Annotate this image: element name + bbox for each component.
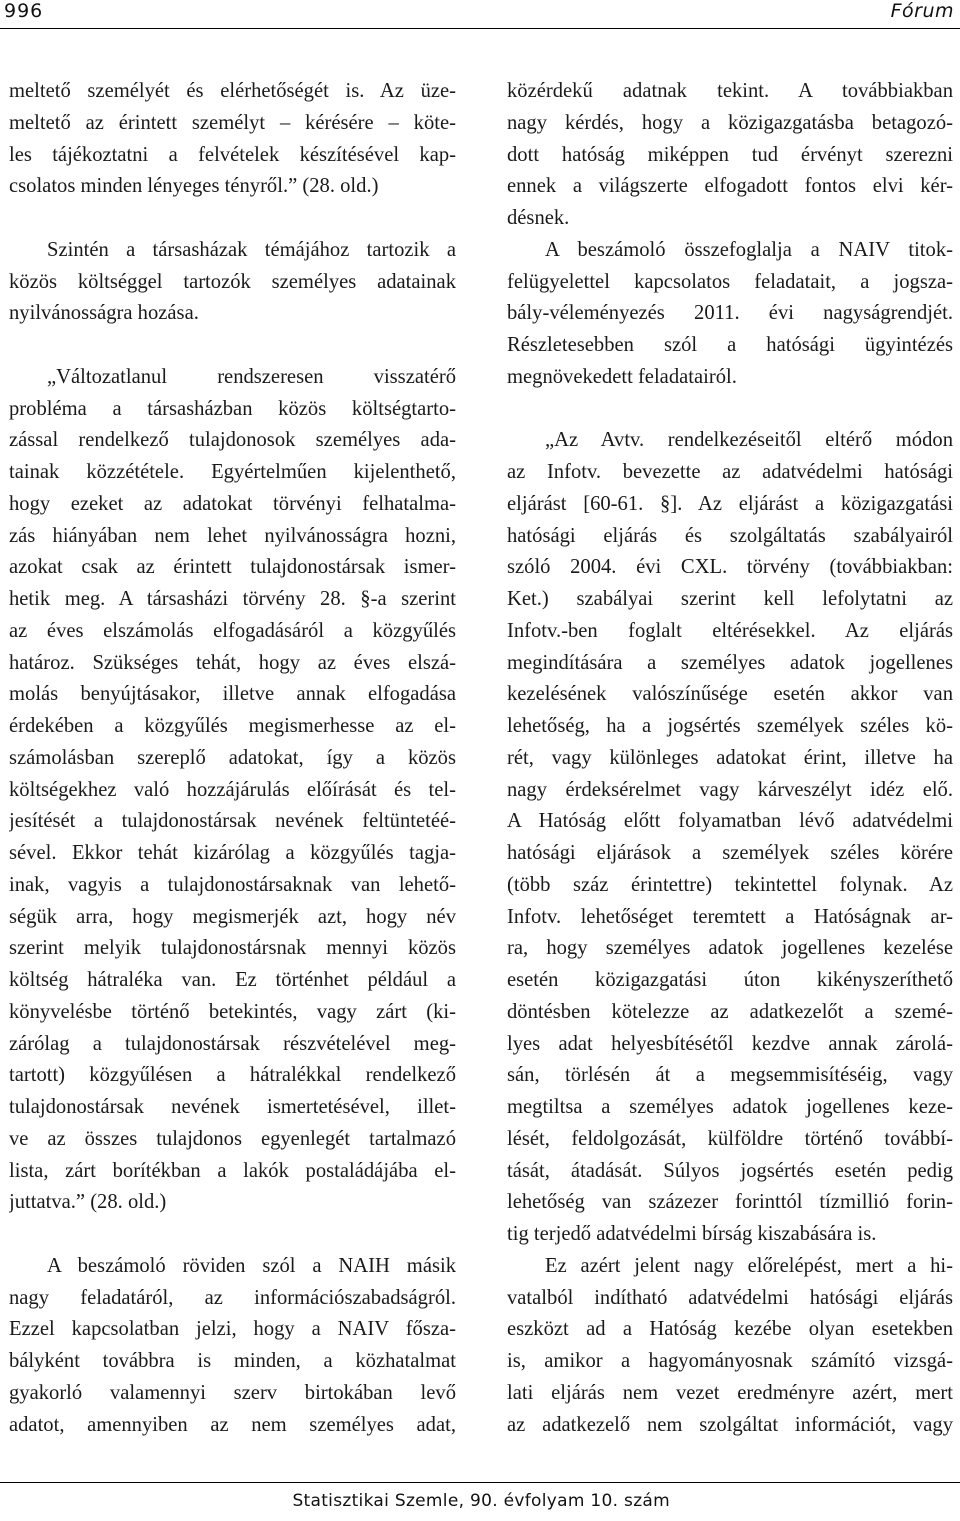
text-line: bályként továbbra is minden, a közhatalmat (9, 1350, 456, 1372)
text-line: ennek a világszerte elfogadott fontos elvi kér- (507, 175, 953, 198)
text-line: közös költséggel tartozók személyes adatainak (9, 270, 456, 293)
journal-footer: Statisztikai Szemle, 90. évfolyam 10. szám (292, 1491, 670, 1511)
text-line: számolásban szereplő adatokat, így a közös (9, 746, 456, 769)
text-line: A Hatóság előtt folyamatban lévő adatvédelmi (507, 810, 953, 833)
text-line: könyvelésbe történő betekintés, vagy zárt (ki- (9, 1000, 456, 1023)
text-line: rét, vagy különleges adatokat érint, illetve ha (507, 746, 953, 769)
text-line: dott hatóság miképpen tud érvényt szerezni (507, 143, 953, 166)
text-line: tig terjedő adatvédelmi bírság kiszabására is. (507, 1223, 877, 1245)
paragraph (507, 1251, 953, 1442)
text-line: szóló 2004. évi CXL. törvény (továbbiakban: (507, 556, 953, 579)
text-line: inak, vagyis a tulajdonostársaknak van lehető- (9, 873, 456, 896)
text-line: lyes adat helyesbítésétől kezdve annak zárolá- (507, 1032, 953, 1055)
text-line: kezelésének valószínűsége esetén akkor van (507, 683, 953, 706)
text-line: hetik meg. A társasházi törvény 28. §-a szerint (9, 588, 456, 610)
text-line: hogy ezeket az adatokat törvényi felhatalma- (9, 492, 456, 515)
left-column (9, 76, 456, 1441)
text-line: tartott) közgyűlésen a hátralékkal rendelkező (9, 1064, 456, 1087)
page-number: 996 (4, 0, 44, 22)
text-line: probléma a társasházban közös költségtarto- (9, 397, 456, 420)
text-line: tulajdonostársak nevének ismertetésével, illet- (9, 1096, 456, 1118)
text-line: jesítését a tulajdonostársak nevének feltüntetéé- (9, 810, 456, 833)
text-line: az Infotv. bevezette az adatvédelmi hatósági (507, 461, 953, 483)
text-line: „Az Avtv. rendelkezéseitől eltérő módon (545, 429, 953, 452)
text-line: érdekében a közgyűlés megismerhesse az el- (9, 715, 456, 737)
paragraph (9, 1251, 456, 1442)
text-line: Részletesebben szól a hatósági ügyintézés (507, 334, 953, 356)
text-line: (több száz érintettre) tekintettel folynak. Az (507, 873, 953, 896)
text-line: felügyelettel kapcsolatos feladatait, a jogsza- (507, 270, 953, 293)
paragraph (9, 235, 456, 330)
text-line: lését, feldolgozását, külföldre történő továbbí- (507, 1127, 953, 1150)
text-line: „Változatlanul rendszeresen visszatérő (47, 365, 456, 388)
text-line: közérdekű adatnak tekint. A továbbiakban (507, 80, 953, 102)
text-line: tását, átadását. Súlyos jogsértés esetén pedig (507, 1159, 953, 1182)
text-line: csolatos minden lényeges tényről.” (28. old.) (9, 175, 379, 198)
text-line: lehetőség van százezer forinttól tízmillió forin- (507, 1191, 953, 1214)
text-line: lista, zárt borítékban a lakók postaládájába el- (9, 1159, 456, 1182)
paragraph (507, 76, 953, 235)
text-line: költségekhez való hozzájárulás előírását és tel- (9, 778, 456, 801)
text-line: sével. Ekkor tehát kizárólag a közgyűlés tagja- (9, 842, 456, 864)
text-line: sán, törlésén át a megsemmisítéséig, vagy (507, 1064, 953, 1087)
text-line: megindítására a személyes adatok jogellenes (507, 651, 953, 674)
quote-paragraph (507, 425, 953, 1251)
text-line: zás hiányában nem lehet nyilvánosságra hozni, (9, 524, 456, 547)
text-line: megtiltsa a személyes adatok jogellenes keze- (507, 1096, 953, 1118)
text-line: juttatva.” (28. old.) (9, 1191, 167, 1214)
text-line: Szintén a társasházak témájához tartozik a (47, 238, 456, 261)
text-line: hatósági eljárás és szolgáltatás szabályairól (507, 524, 953, 547)
right-column (507, 76, 953, 1441)
text-line: ra, hogy személyes adatok jogellenes kezelése (507, 937, 953, 960)
quote-paragraph (9, 362, 456, 1219)
text-line: hatósági eljárások a személyek széles körére (507, 842, 953, 864)
text-line: az éves elszámolás elfogadásáról a közgyűlés (9, 619, 456, 642)
text-line: nagy érdeksérelmet vagy kárveszélyt idéz elő. (507, 778, 953, 801)
text-line: A beszámoló összefoglalja a NAIV titok- (545, 238, 953, 261)
paragraph (9, 76, 456, 203)
paragraph (507, 235, 953, 394)
text-line: esetén közigazgatási úton kikényszeríthető (507, 969, 953, 991)
text-line: Ez azért jelent nagy előrelépést, mert a hi- (545, 1254, 953, 1277)
text-line: nagy feladatáról, az információszabadságról. (9, 1286, 456, 1309)
text-line: A beszámoló röviden szól a NAIH másik (47, 1254, 456, 1277)
text-line: Infotv. lehetőséget teremtett a Hatóságnak ar- (507, 905, 953, 928)
text-line: lati eljárás nem vezet eredményre azért, mert (507, 1381, 953, 1404)
text-line: gyakorló valamennyi szerv birtokában levő (9, 1381, 456, 1404)
text-line: Ket.) szabályai szerint kell lefolytatni az (507, 588, 953, 610)
text-line: meltető személyét és elérhetőségét is. Az üze- (9, 80, 456, 102)
footer-rule (0, 1482, 960, 1483)
text-line: lehetőség, ha a jogsértés személyek széles kö- (507, 715, 953, 737)
text-line: azokat csak az érintett tulajdonostársak ismer- (9, 556, 456, 579)
text-line: adatot, amennyiben az nem személyes adat, (9, 1413, 456, 1436)
text-line: désnek. (507, 207, 570, 229)
text-line: meltető az érintett személyt – kérésére – köte- (9, 111, 456, 134)
text-line: ségük arra, hogy megismerjék azt, hogy név (9, 905, 456, 928)
text-line: ve az összes tulajdonos egyenlegét tartalmazó (9, 1127, 456, 1150)
text-line: nyilvánosságra hozása. (9, 302, 199, 325)
text-line: az adatkezelő nem szolgáltat információt, vagy (507, 1413, 953, 1436)
text-line: nagy kérdés, hogy a közigazgatásba betagozó- (507, 111, 953, 134)
text-line: döntésben kötelezze az adatkezelőt a szemé- (507, 1000, 953, 1023)
section-title: Fórum (890, 0, 954, 22)
text-line: Infotv.-ben foglalt eltérésekkel. Az eljárás (507, 619, 953, 642)
text-line: zással rendelkező tulajdonosok személyes ada- (9, 429, 456, 452)
text-line: határoz. Szükséges tehát, hogy az éves elszá- (9, 651, 456, 674)
text-line: eszközt ad a Hatóság kezébe olyan esetekben (507, 1318, 953, 1341)
running-header (0, 0, 960, 29)
text-line: tainak közzététele. Egyértelműen kijelenthető, (9, 461, 456, 483)
text-line: eljárást [60-61. §]. Az eljárást a közigazgatási (507, 492, 953, 515)
text-line: megnövekedett feladatairól. (507, 365, 737, 388)
text-line: szerint melyik tulajdonostársnak mennyi közös (9, 937, 456, 960)
text-line: költség hátraléka van. Ez történhet például a (9, 969, 456, 991)
text-line: vatalból indítható adatvédelmi hatósági eljárás (507, 1286, 953, 1309)
text-line: Ezzel kapcsolatban jelzi, hogy a NAIV fősza- (9, 1318, 456, 1341)
text-line: zárólag a tulajdonostársak részvételével meg- (9, 1032, 456, 1055)
text-line: molás benyújtásakor, illetve annak elfogadása (9, 683, 456, 706)
text-line: bály-véleményezés 2011. évi nagyságrendjét. (507, 302, 953, 325)
text-line: les tájékoztatni a felvételek készítésével kap- (9, 143, 456, 166)
text-line: is, amikor a hagyományosnak számító vizsgá- (507, 1350, 953, 1372)
